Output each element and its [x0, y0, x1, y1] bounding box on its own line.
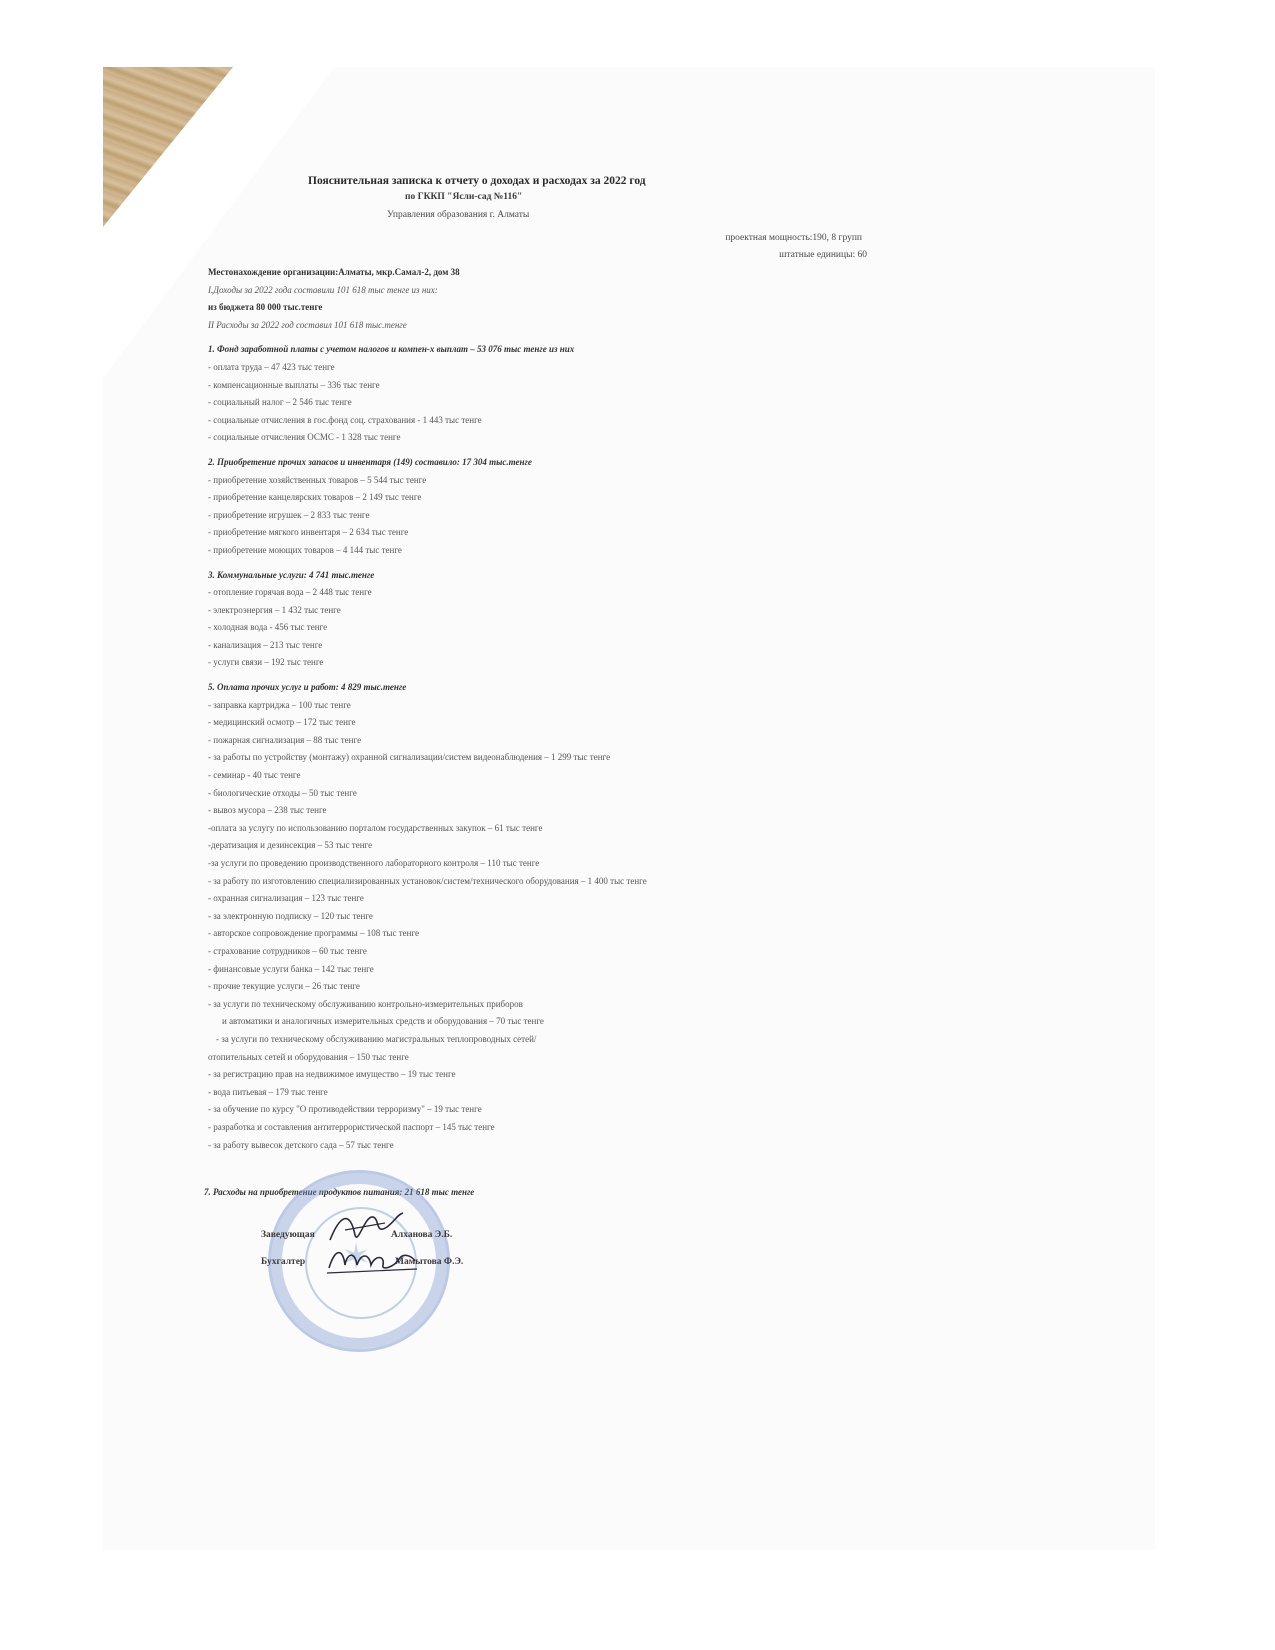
section-utilities [208, 567, 647, 673]
list-item: -за услуги по проведению производственного лабораторного контроля – 110 тыс тенге [208, 858, 540, 868]
list-item: - оплата труда – 47 423 тыс тенге [208, 361, 335, 372]
department-name: Управления образования г. Алматы [387, 210, 530, 220]
list-item: -оплата за услугу по использованию порталом государственных закупок – 61 тыс тенге [208, 822, 543, 833]
list-item: - компенсационные выплаты – 336 тыс тенге [208, 379, 380, 390]
section-supplies [208, 454, 647, 560]
list-item: - страхование сотрудников – 60 тыс тенге [208, 945, 367, 956]
list-item: - вывоз мусора – 238 тыс тенге [208, 805, 327, 816]
accountant-title: Бухгалтер [261, 1257, 306, 1267]
list-item: - за электронную подписку – 120 тыс тенге [208, 910, 373, 921]
list-item: - холодная вода - 456 тыс тенге [208, 622, 328, 633]
list-item: - прочие текущие услуги – 26 тыс тенге [208, 981, 360, 992]
list-item: - услуги связи – 192 тыс тенге [208, 657, 324, 668]
section-heading: 1. Фонд заработной платы с учетом налогов и компен-х выплат – 53 076 тыс тенге из них [208, 344, 575, 355]
list-item: - за работу по изготовлению специализированных установок/систем/технического оборудования – 1 400 тыс тенге [208, 875, 647, 886]
food-expenses-line: 7. Расходы на приобретение продуктов питания: 21 618 тыс тенге [204, 1187, 475, 1197]
head-title: Заведующая [261, 1230, 315, 1240]
list-item: - авторское сопровождение программы – 108 тыс тенге [208, 928, 420, 939]
document-title: Пояснительная записка к отчету о доходах и расходах за 2022 год [308, 175, 646, 187]
list-item: - за услуги по техническому обслуживанию контрольно-измерительных приборов [208, 998, 523, 1009]
official-seal-stamp: ✶ [268, 1170, 450, 1352]
list-item: - финансовые услуги банка – 142 тыс тенге [208, 963, 374, 974]
capacity-line: проектная мощность:190, 8 групп [725, 233, 862, 243]
organization-name: по ГККП "Ясли-сад №116" [405, 192, 523, 202]
list-item: - вода питьевая – 179 тыс тенге [208, 1086, 328, 1097]
list-item: - социальные отчисления в гос.фонд соц. страхования - 1 443 тыс тенге [208, 414, 482, 425]
list-item: отопительных сетей и оборудования – 150 тыс тенге [208, 1051, 409, 1062]
list-item: - приобретение хозяйственных товаров – 5 544 тыс тенге [208, 474, 427, 485]
head-name: Алханова Э.Б. [391, 1230, 453, 1240]
list-item: - семинар - 40 тыс тенге [208, 770, 301, 781]
list-item: - социальные отчисления ОСМС - 1 328 тыс тенге [208, 432, 401, 443]
location-line: Местонахождение организации:Алматы, мкр.Самал-2, дом 38 [208, 267, 460, 277]
list-item: - за обучение по курсу "О противодействии терроризму" – 19 тыс тенге [208, 1104, 482, 1115]
list-item: - социальный налог – 2 546 тыс тенге [208, 397, 352, 408]
list-item: - за услуги по техническому обслуживанию магистральных теплопроводных сетей/ [216, 1033, 537, 1044]
list-item: - за работы по устройству (монтажу) охранной сигнализации/систем видеонаблюдения – 1 299 тыс тенге [208, 752, 611, 763]
wooden-table-corner [103, 67, 233, 227]
income-line: I.Доходы за 2022 года составили 101 618 тыс тенге из них: [208, 284, 438, 295]
accountant-name: Мамытова Ф.Э. [395, 1257, 464, 1267]
section-salary [208, 341, 647, 447]
section-heading: 5. Оплата прочих услуг и работ: 4 829 тыс.тенге [208, 682, 407, 693]
staff-line: штатные единицы: 60 [779, 250, 867, 260]
list-item: - приобретение мягкого инвентаря – 2 634 тыс тенге [208, 527, 409, 538]
list-item: - отопление горячая вода – 2 448 тыс тенге [208, 587, 372, 598]
list-item: - приобретение игрушек – 2 833 тыс тенге [208, 509, 370, 520]
list-item: - электроэнергия – 1 432 тыс тенге [208, 604, 341, 615]
list-item: - охранная сигнализация – 123 тыс тенге [208, 893, 364, 904]
list-item: - приобретение канцелярских товаров – 2 149 тыс тенге [208, 492, 422, 503]
section-other-services [208, 679, 647, 1154]
list-item: и автоматики и аналогичных измерительных средств и оборудования – 70 тыс тенге [222, 1016, 544, 1027]
list-item: - приобретение моющих товаров – 4 144 тыс тенге [208, 544, 402, 555]
income-budget-line: из бюджета 80 000 тыс.тенге [208, 302, 323, 313]
section-heading: 2. Приобретение прочих запасов и инвентаря (149) составило: 17 304 тыс.тенге [208, 456, 532, 467]
list-item: - медицинский осмотр – 172 тыс тенге [208, 717, 356, 728]
list-item: -дератизация и дезинсекция – 53 тыс тенге [208, 840, 373, 851]
list-item: - канализация – 213 тыс тенге [208, 639, 323, 650]
list-item: - биологические отходы – 50 тыс тенге [208, 787, 357, 798]
expenses-line: II Расходы за 2022 год составил 101 618 тыс.тенге [208, 319, 407, 330]
section-heading: 3. Коммунальные услуги: 4 741 тыс.тенге [208, 569, 375, 580]
list-item: - заправка картриджа – 100 тыс тенге [208, 699, 351, 710]
document-body [208, 264, 647, 1154]
list-item: - за регистрацию прав на недвижимое имущество – 19 тыс тенге [208, 1069, 456, 1080]
list-item: - пожарная сигнализация – 88 тыс тенге [208, 734, 362, 745]
list-item: - разработка и составления антитеррористической паспорт – 145 тыс тенге [208, 1121, 495, 1132]
list-item: - за работу вывесок детского сада – 57 тыс тенге [208, 1139, 394, 1150]
